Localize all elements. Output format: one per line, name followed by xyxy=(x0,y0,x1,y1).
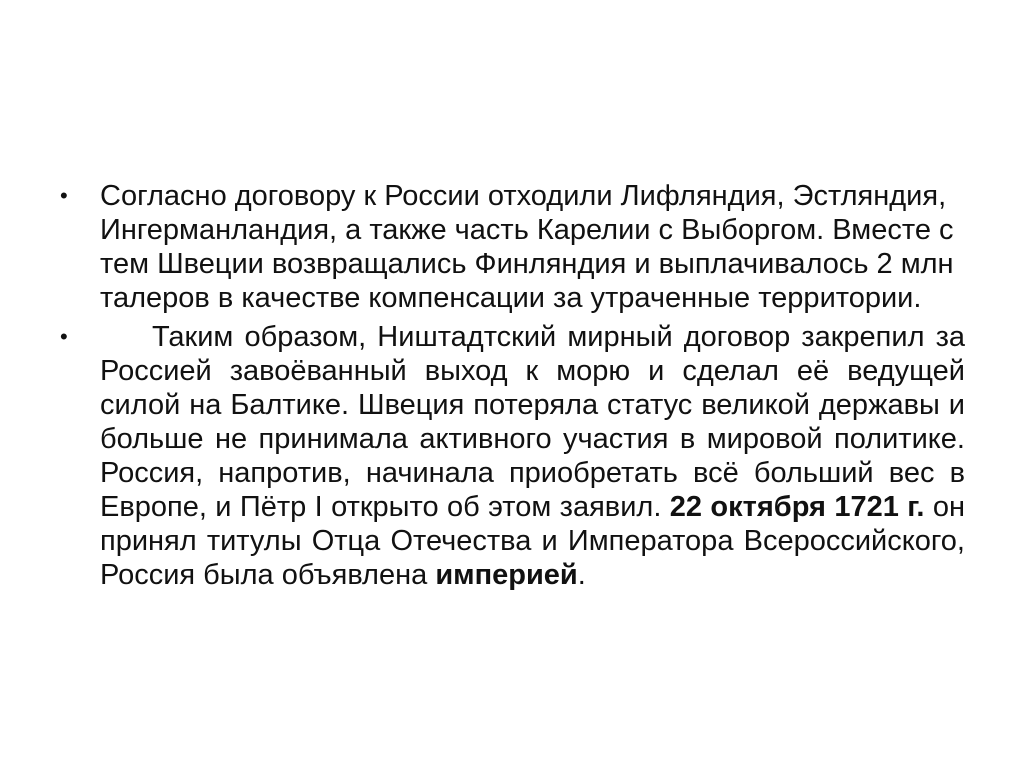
bullet-text-2 xyxy=(100,320,965,592)
bullet-list xyxy=(60,179,965,592)
paragraph-2-body: Таким образом, Ништадтский мирный договор закрепил за Россией завоёванный выход к морю и сделал её ведущей силой на Балтике. Швеция потеряла статус великой державы и больше не принимала активного участия в мировой политике. Россия, напротив, начинала приобретать всё больший вес в Европе, и Пётр I открыто об этом заявил. xyxy=(100,321,965,523)
empire-bold: империей xyxy=(435,559,578,591)
date-bold: 22 октября 1721 г. xyxy=(669,491,925,523)
paragraph-2-continuation: он принял титулы Отца Отечества и Императора Всероссийского, Россия была объявлена xyxy=(100,491,965,591)
bullet-item-1 xyxy=(60,179,965,315)
bullet-text-1: Согласно договору к России отходили Лифляндия, Эстляндия, Ингерманландия, а также часть Карелии с Выборгом. Вместе с тем Швеции возвращались Финляндия и выплачивалось 2 млн талеров в качестве компенсации за утраченные территории. xyxy=(100,180,954,314)
bullet-item-2 xyxy=(60,320,965,592)
bullet-icon: • xyxy=(60,183,68,208)
bullet-icon: • xyxy=(60,324,68,349)
final-punctuation: . xyxy=(577,559,586,591)
